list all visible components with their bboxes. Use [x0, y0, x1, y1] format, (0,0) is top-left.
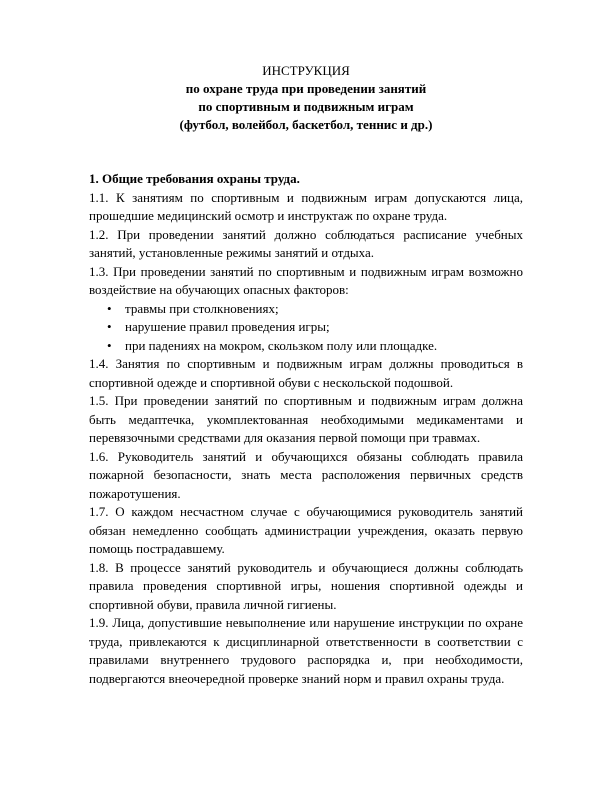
list-item-text: нарушение правил проведения игры; [125, 319, 330, 334]
list-item-text: травмы при столкновениях; [125, 300, 279, 316]
list-item [107, 300, 523, 319]
list-item [107, 318, 523, 337]
paragraph-1-3: 1.3. При проведении занятий по спортивным и подвижным играм возможно воздействие на обучающих опасных факторов: [89, 263, 523, 297]
section-heading: 1. Общие требования охраны труда. [89, 171, 300, 186]
document-subtitle-line-3: (футбол, волейбол, баскетбол, теннис и др.) [179, 117, 433, 132]
document-title: ИНСТРУКЦИЯ [262, 63, 350, 78]
paragraph-1-2: 1.2. При проведении занятий должно соблюдаться расписание учебных занятий, установленные режимы занятий и отдыха. [89, 226, 523, 260]
bullet-icon: • [107, 319, 112, 334]
bullet-icon: • [107, 300, 112, 316]
document-subtitle-line-1: по охране труда при проведении занятий [185, 81, 427, 96]
paragraph-1-1: 1.1. К занятиям по спортивным и подвижным играм допускаются лица, прошедшие медицинский осмотр и инструктаж по охране труда. [89, 189, 523, 223]
document-page [89, 62, 523, 688]
title-block [89, 62, 523, 134]
paragraph-1-6: 1.6. Руководитель занятий и обучающихся обязаны соблюдать правила пожарной безопасности, знать места расположения первичных средств пожаротушения. [89, 448, 523, 501]
paragraph-1-4: 1.4. Занятия по спортивным и подвижным играм должны проводиться в спортивной одежде и спортивной обуви с нескольской подошвой. [89, 356, 523, 390]
paragraph-1-7: 1.7. О каждом несчастном случае с обучающимися руководитель занятий обязан немедленно сообщать администрации учреждения, оказать первую помощь пострадавшему. [89, 504, 523, 556]
spacer [89, 134, 523, 170]
hazard-list [89, 300, 523, 356]
paragraph-1-8: 1.8. В процессе занятий руководитель и обучающиеся должны соблюдать правила проведения спортивной игры, ношения спортивной одежды и спортивной обуви, правила личной гигиены. [89, 559, 523, 612]
paragraph-1-9: 1.9. Лица, допустившие невыполнение или нарушение инструкции по охране труда, привлекаются к дисциплинарной ответственности в соответствии с правилами внутреннего трудового распорядка и, при необходимости, подвергаются внеочередной проверке знаний норм и правил охраны труда. [89, 615, 523, 686]
list-item-text: при падениях на мокром, скользком полу или площадке. [125, 337, 438, 353]
paragraph-1-5: 1.5. При проведении занятий по спортивным и подвижным играм должна быть медаптечка, укомплектованная необходимыми медикаментами и перевязочными средствами для оказания первой помощи при травмах. [89, 393, 523, 445]
bullet-icon: • [107, 337, 112, 353]
list-item [107, 337, 523, 356]
document-subtitle-line-2: по спортивным и подвижным играм [198, 99, 414, 114]
